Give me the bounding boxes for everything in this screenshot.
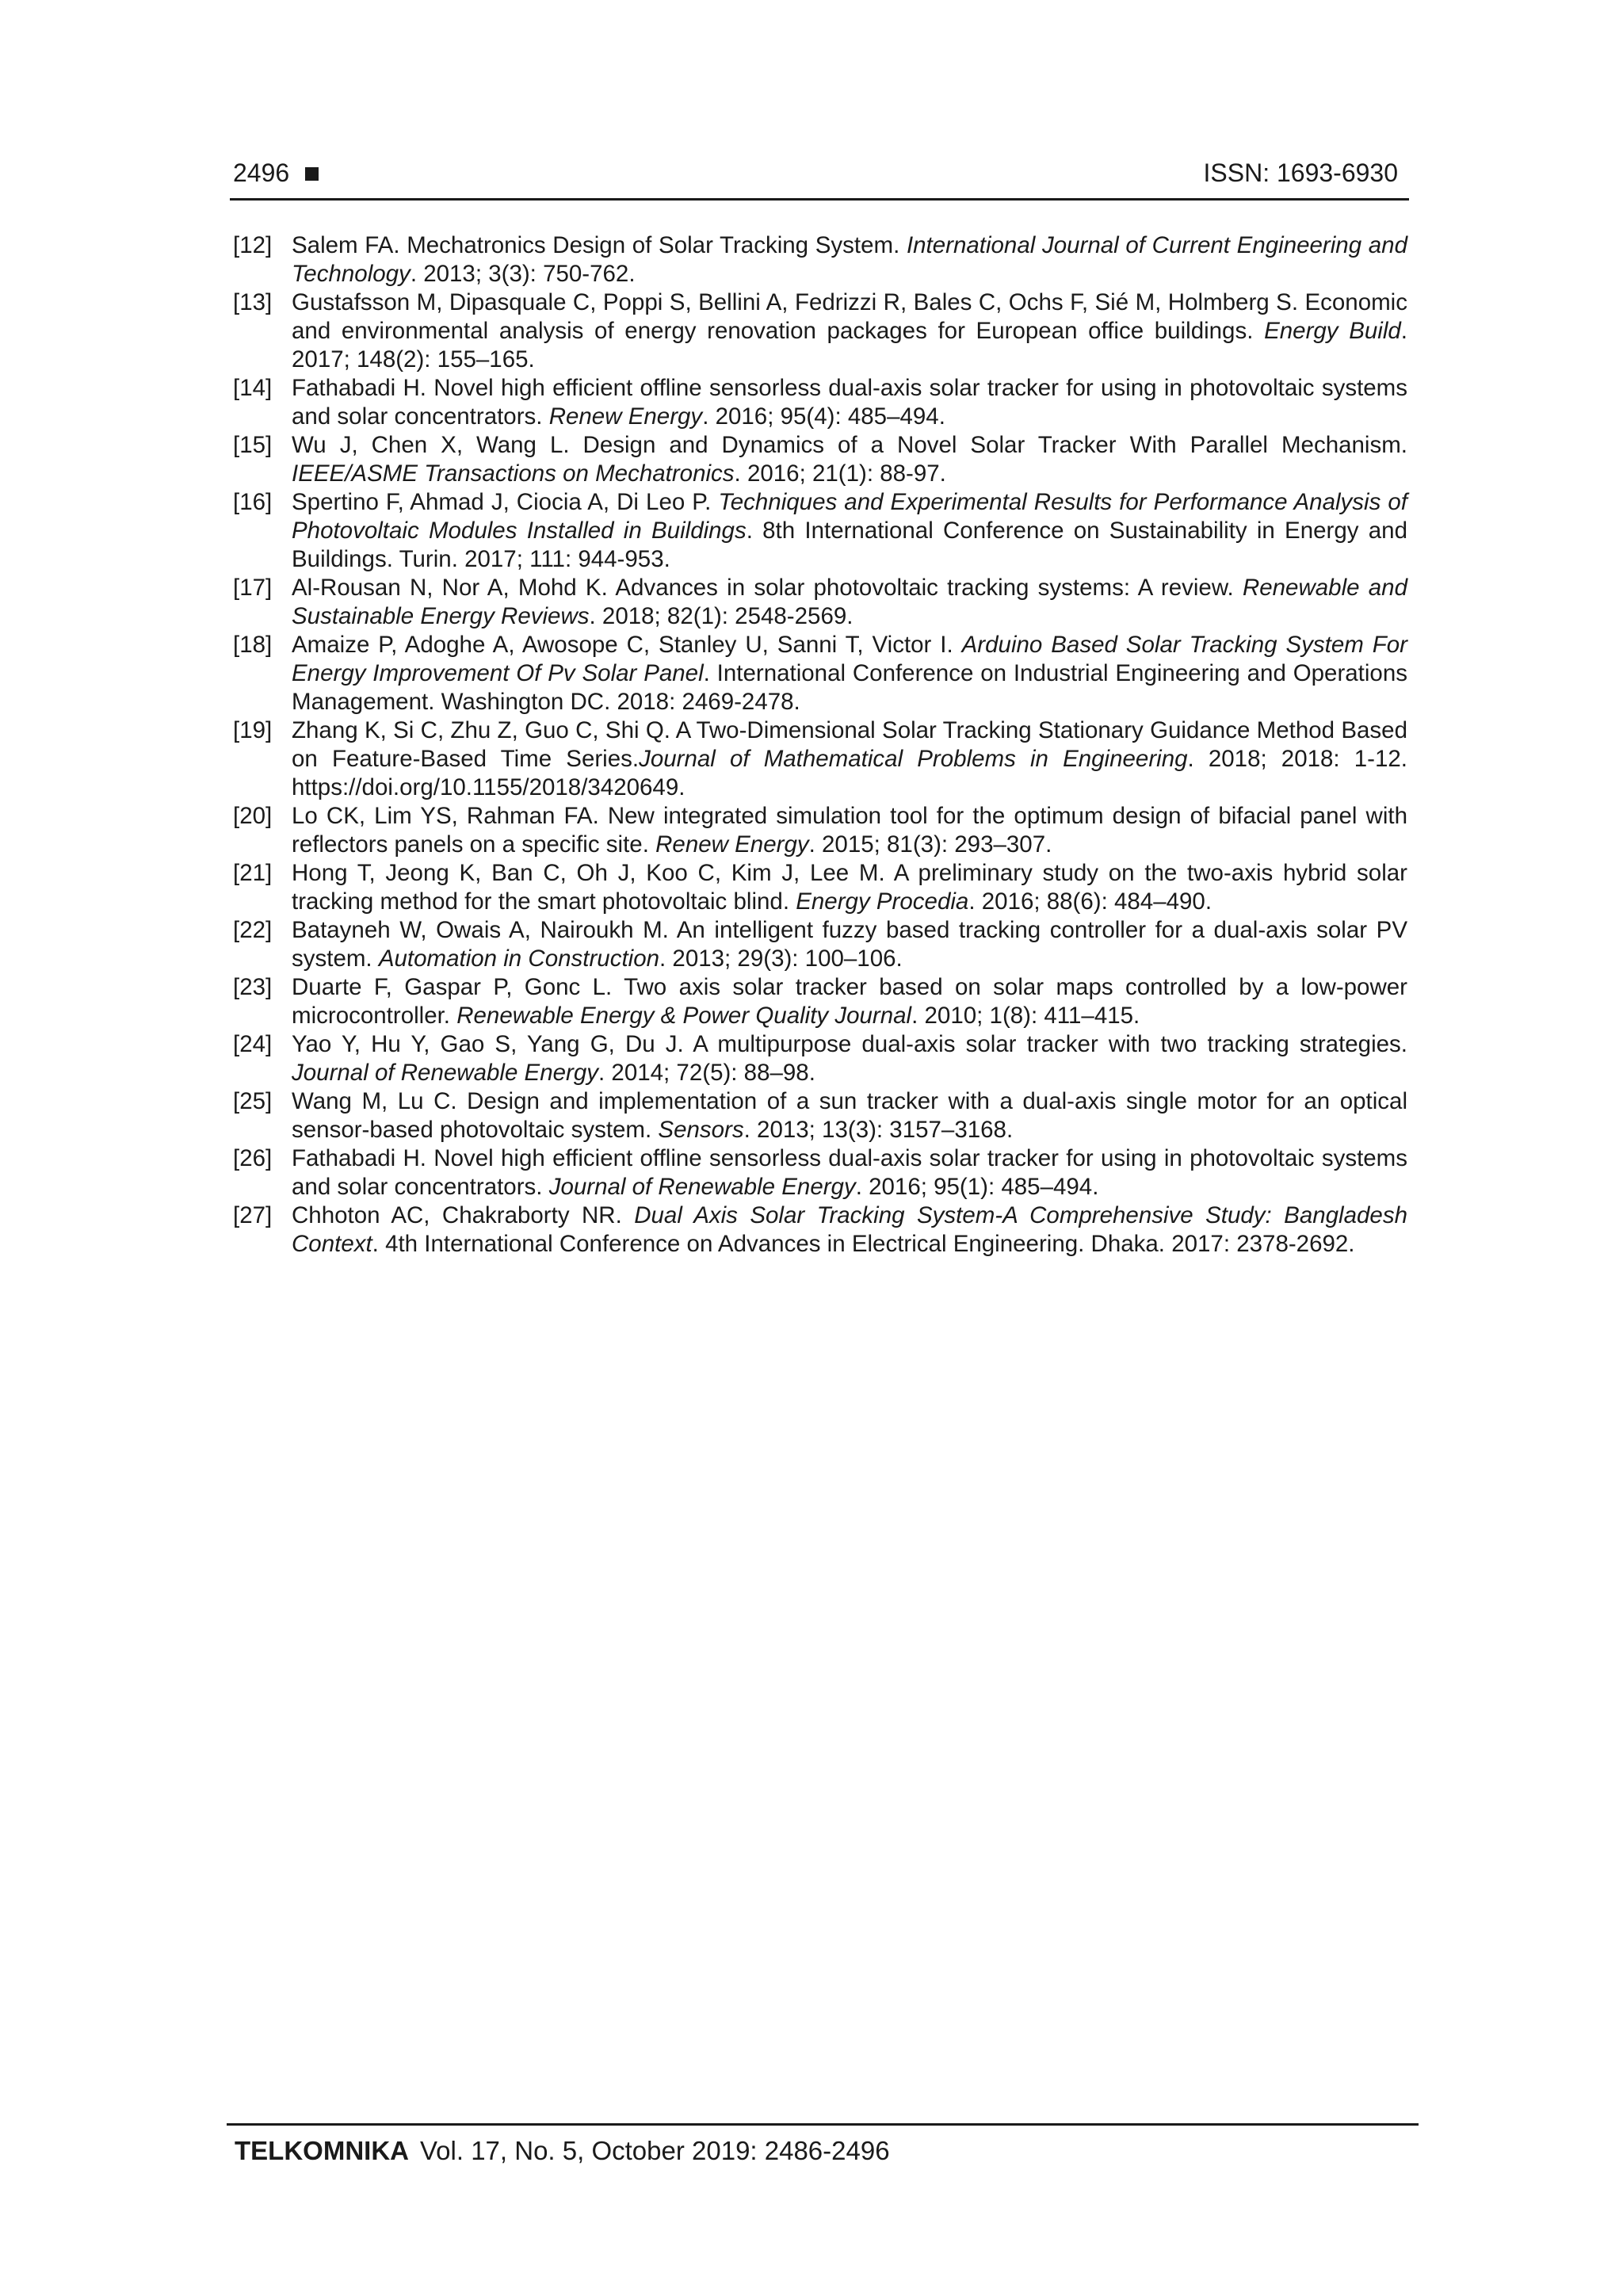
reference-number: [24] — [233, 1031, 273, 1057]
reference-text — [292, 1144, 1407, 1201]
reference-text — [292, 288, 1407, 374]
reference-number: [12] — [233, 232, 273, 258]
reference-source: Arduino Based Solar Tracking System For Energy Improvement Of Pv Solar Panel — [292, 632, 1407, 686]
reference-source: Journal of Mathematical Problems in Engineering — [639, 746, 1188, 772]
reference-item — [233, 1201, 1407, 1259]
reference-part: . 2015; 81(3): 293–307. — [808, 831, 1052, 858]
reference-text — [292, 231, 1407, 288]
reference-source: Energy Procedia — [796, 888, 969, 915]
reference-text — [292, 1201, 1407, 1259]
reference-source: Journal of Renewable Energy — [548, 1174, 856, 1200]
reference-number: [26] — [233, 1145, 273, 1171]
reference-part: Wu J, Chen X, Wang L. Design and Dynamics of a Novel Solar Tracker With Parallel Mechanism. — [292, 432, 1407, 458]
reference-text — [292, 431, 1407, 488]
issn: ISSN: 1693-6930 — [1203, 159, 1398, 187]
reference-text — [292, 631, 1407, 716]
reference-part: Gustafsson M, Dipasquale C, Poppi S, Bellini A, Fedrizzi R, Bales C, Ochs F, Sié M, Holmberg S. Economic and environmental analysis of energy renovation packages for European office buildings. — [292, 289, 1407, 344]
reference-text — [292, 973, 1407, 1030]
reference-item — [233, 716, 1407, 802]
reference-source: Sensors — [658, 1117, 744, 1143]
reference-text — [292, 916, 1407, 973]
reference-number: [22] — [233, 917, 273, 943]
reference-part: Spertino F, Ahmad J, Ciocia A, Di Leo P. — [292, 489, 719, 515]
reference-number: [17] — [233, 575, 273, 601]
reference-part: . 2013; 3(3): 750-762. — [410, 261, 636, 287]
reference-number: [18] — [233, 632, 273, 658]
reference-part: Fathabadi H. Novel high efficient offline sensorless dual-axis solar tracker for using in photovoltaic systems and solar concentrators. — [292, 1145, 1407, 1200]
reference-part: . 8th International Conference on Sustainability in Energy and Buildings. Turin. 2017; 111: 944-953. — [292, 518, 1407, 572]
reference-number: [19] — [233, 717, 273, 743]
reference-part: . 2014; 72(5): 88–98. — [598, 1060, 815, 1086]
reference-item — [233, 574, 1407, 631]
reference-text — [292, 859, 1407, 916]
reference-part: Zhang K, Si C, Zhu Z, Guo C, Shi Q. A Two-Dimensional Solar Tracking Stationary Guidance Method Based on Feature-Based Time Series. — [292, 717, 1407, 772]
reference-part: . 2016; 21(1): 88-97. — [734, 460, 946, 487]
reference-source: Techniques and Experimental Results for Performance Analysis of Photovoltaic Modules Installed in Buildings — [292, 489, 1407, 544]
reference-part: . 2016; 88(6): 484–490. — [968, 888, 1212, 915]
reference-part: Chhoton AC, Chakraborty NR. — [292, 1202, 635, 1228]
reference-source: Journal of Renewable Energy — [292, 1060, 599, 1086]
reference-item — [233, 288, 1407, 374]
reference-number: [13] — [233, 289, 273, 315]
reference-part: . 2010; 1(8): 411–415. — [911, 1003, 1140, 1029]
reference-source: Automation in Construction — [378, 946, 660, 972]
reference-number: [14] — [233, 375, 273, 401]
journal-name: TELKOMNIKA — [235, 2136, 409, 2165]
reference-part: Yao Y, Hu Y, Gao S, Yang G, Du J. A multipurpose dual-axis solar tracker with two tracking strategies. — [292, 1031, 1407, 1057]
reference-item — [233, 374, 1407, 431]
reference-item — [233, 431, 1407, 488]
reference-part: . International Conference on Industrial Engineering and Operations Management. Washington DC. 2018: 2469-2478. — [292, 660, 1407, 715]
reference-text — [292, 488, 1407, 574]
reference-item — [233, 631, 1407, 716]
reference-source: Energy Build — [1264, 318, 1401, 344]
reference-item — [233, 488, 1407, 574]
reference-source: IEEE/ASME Transactions on Mechatronics — [292, 460, 735, 487]
reference-item — [233, 231, 1407, 288]
reference-number: [15] — [233, 432, 273, 458]
reference-part: . 2018; 82(1): 2548-2569. — [589, 603, 854, 629]
reference-item — [233, 1030, 1407, 1087]
reference-part: Salem FA. Mechatronics Design of Solar Tracking System. — [292, 232, 907, 258]
reference-part: Batayneh W, Owais A, Nairoukh M. An intelligent fuzzy based tracking controller for a dual-axis solar PV system. — [292, 917, 1407, 972]
reference-source: Renew Energy — [548, 403, 703, 430]
reference-item — [233, 916, 1407, 973]
reference-number: [21] — [233, 860, 273, 886]
reference-item — [233, 973, 1407, 1030]
reference-source: Renewable and Sustainable Energy Reviews — [292, 575, 1407, 629]
reference-item — [233, 859, 1407, 916]
reference-text — [292, 1030, 1407, 1087]
page-header — [230, 155, 1409, 201]
reference-number: [16] — [233, 489, 273, 515]
reference-number: [23] — [233, 974, 273, 1000]
reference-number: [27] — [233, 1202, 273, 1228]
reference-source: Dual Axis Solar Tracking System-A Comprehensive Study: Bangladesh Context — [292, 1202, 1407, 1257]
reference-text — [292, 802, 1407, 859]
reference-part: Lo CK, Lim YS, Rahman FA. New integrated simulation tool for the optimum design of bifacial panel with reflectors panels on a specific site. — [292, 803, 1407, 858]
reference-part: . 2016; 95(4): 485–494. — [702, 403, 945, 430]
page-number-text: 2496 — [233, 159, 290, 187]
reference-source: Renewable Energy & Power Quality Journal — [456, 1003, 912, 1029]
reference-source: Renew Energy — [655, 831, 809, 858]
reference-text — [292, 374, 1407, 431]
reference-part: . 2013; 13(3): 3157–3168. — [743, 1117, 1014, 1143]
reference-part: Amaize P, Adoghe A, Awosope C, Stanley U, Sanni T, Victor I. — [292, 632, 962, 658]
reference-text — [292, 1087, 1407, 1144]
reference-part: Al-Rousan N, Nor A, Mohd K. Advances in solar photovoltaic tracking systems: A review. — [292, 575, 1243, 601]
journal-citation: Vol. 17, No. 5, October 2019: 2486-2496 — [419, 2136, 890, 2165]
reference-text — [292, 574, 1407, 631]
reference-part: . 2018; 2018: 1-12. https://doi.org/10.1155/2018/3420649. — [292, 746, 1407, 800]
reference-text — [292, 716, 1407, 802]
reference-source: International Journal of Current Engineering and Technology — [292, 232, 1407, 287]
reference-number: [20] — [233, 803, 273, 829]
reference-list — [233, 231, 1407, 1259]
reference-part: . 2017; 148(2): 155–165. — [292, 318, 1407, 372]
reference-part: . 2013; 29(3): 100–106. — [659, 946, 903, 972]
reference-part: Duarte F, Gaspar P, Gonc L. Two axis solar tracker based on solar maps controlled by a low-power microcontroller. — [292, 974, 1407, 1029]
reference-item — [233, 1087, 1407, 1144]
square-bullet-icon — [305, 167, 319, 181]
page-number — [233, 155, 319, 190]
reference-part: Fathabadi H. Novel high efficient offline sensorless dual-axis solar tracker for using in photovoltaic systems and solar concentrators. — [292, 375, 1407, 430]
reference-number: [25] — [233, 1088, 273, 1114]
reference-item — [233, 802, 1407, 859]
reference-item — [233, 1144, 1407, 1201]
reference-part: . 2016; 95(1): 485–494. — [855, 1174, 1099, 1200]
reference-part: . 4th International Conference on Advances in Electrical Engineering. Dhaka. 2017: 2378-2692. — [372, 1231, 1355, 1257]
reference-part: Wang M, Lu C. Design and implementation of a sun tracker with a dual-axis single motor for an optical sensor-based photovoltaic system. — [292, 1088, 1407, 1143]
page-footer — [227, 2123, 1419, 2168]
reference-part: Hong T, Jeong K, Ban C, Oh J, Koo C, Kim J, Lee M. A preliminary study on the two-axis hybrid solar tracking method for the smart photovoltaic blind. — [292, 860, 1407, 915]
